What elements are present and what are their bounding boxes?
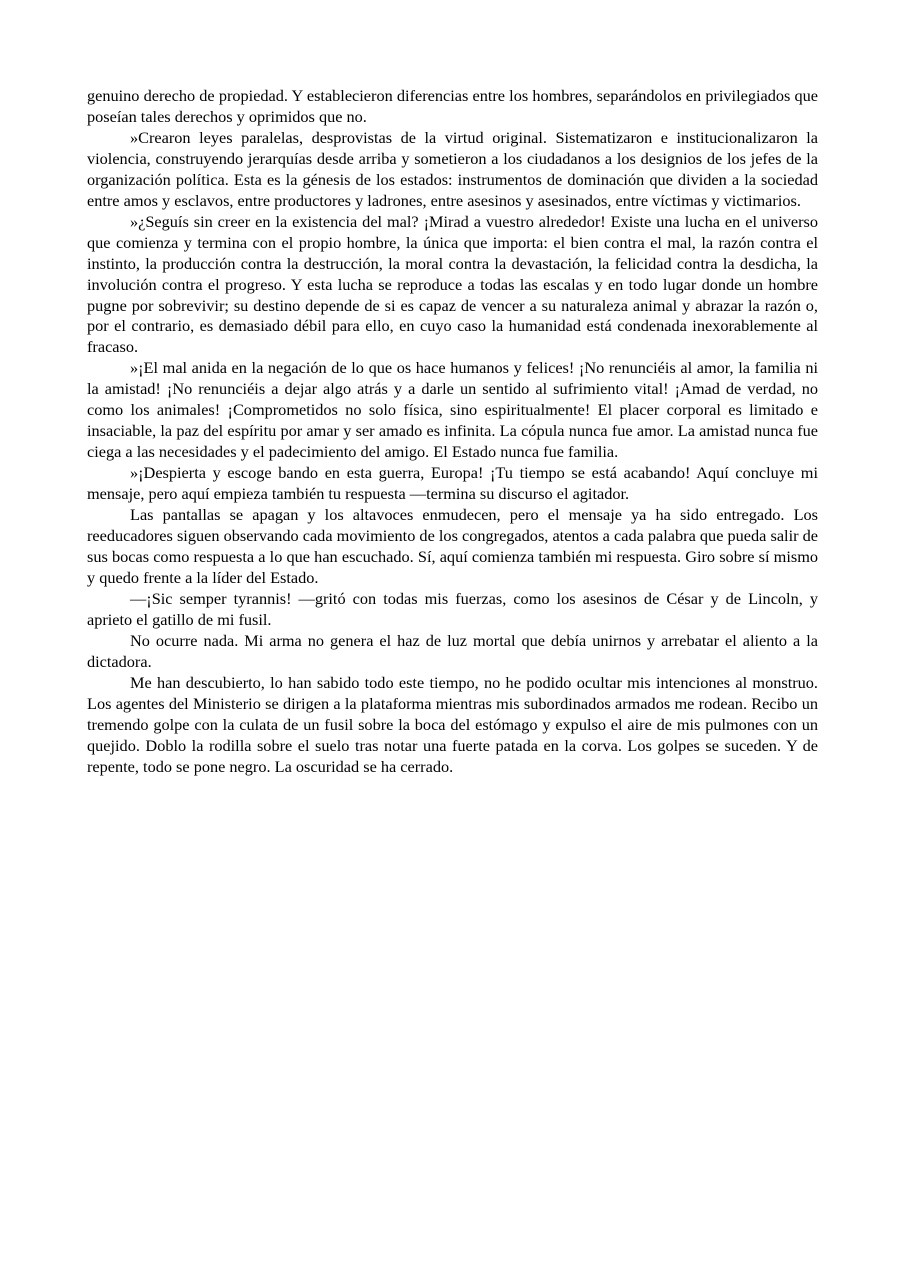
paragraph: »¡Despierta y escoge bando en esta guerra, Europa! ¡Tu tiempo se está acabando! Aquí concluye mi mensaje, pero aquí empieza también tu respuesta —termina su discurso el agitador.	[87, 463, 818, 504]
document-page	[87, 86, 818, 777]
paragraph: No ocurre nada. Mi arma no genera el haz de luz mortal que debía unirnos y arrebatar el aliento a la dictadora.	[87, 630, 818, 671]
paragraph: »Crearon leyes paralelas, desprovistas de la virtud original. Sistematizaron e institucionalizaron la violencia, construyendo jerarquías desde arriba y sometieron a los ciudadanos a los designios de los jefes de la organización política. Esta es la génesis de los estados: instrumentos de dominación que dividen a la sociedad entre amos y esclavos, entre productores y ladrones, entre asesinos y asesinados, entre víctimas y victimarios.	[87, 127, 818, 210]
paragraph: »¡El mal anida en la negación de lo que os hace humanos y felices! ¡No renunciéis al amor, la familia ni la amistad! ¡No renunciéis a dejar algo atrás y a darle un sentido al sufrimiento vital! ¡Amad de verdad, no como los animales! ¡Comprometidos no solo física, sino espiritualmente! El placer corporal es limitado e insaciable, la paz del espíritu por amar y ser amado es infinita. La cópula nunca fue amor. La amistad nunca fue ciega a las necesidades y el padecimiento del amigo. El Estado nunca fue familia.	[87, 358, 818, 462]
paragraph: Me han descubierto, lo han sabido todo este tiempo, no he podido ocultar mis intenciones al monstruo. Los agentes del Ministerio se dirigen a la plataforma mientras mis subordinados armados me rodean. Recibo un tremendo golpe con la culata de un fusil sobre la boca del estómago y expulso el aire de mis pulmones con un quejido. Doblo la rodilla sobre el suelo tras notar una fuerte patada en la corva. Los golpes se suceden. Y de repente, todo se pone negro. La oscuridad se ha cerrado.	[87, 672, 818, 776]
paragraph-continuation: genuino derecho de propiedad. Y establecieron diferencias entre los hombres, separándolos en privilegiados que poseían tales derechos y oprimidos que no.	[87, 86, 818, 126]
paragraph: Las pantallas se apagan y los altavoces enmudecen, pero el mensaje ya ha sido entregado. Los reeducadores siguen observando cada movimiento de los congregados, atentos a cada palabra que pueda salir de sus bocas como respuesta a lo que han escuchado. Sí, aquí comienza también mi respuesta. Giro sobre sí mismo y quedo frente a la líder del Estado.	[87, 505, 818, 587]
paragraph: —¡Sic semper tyrannis! —gritó con todas mis fuerzas, como los asesinos de César y de Lincoln, y aprieto el gatillo de mi fusil.	[87, 588, 818, 629]
paragraph: »¿Seguís sin creer en la existencia del mal? ¡Mirad a vuestro alrededor! Existe una lucha en el universo que comienza y termina con el propio hombre, la única que importa: el bien contra el mal, la razón contra el instinto, la producción contra la destrucción, la moral contra la devastación, la felicidad contra la desdicha, la involución contra el progreso. Y esta lucha se reproduce a todas las escalas y en todo lugar donde un hombre pugne por sobrevivir; su destino depende de si es capaz de vencer a su naturaleza animal y abrazar la razón o, por el contrario, es demasiado débil para ello, en cuyo caso la humanidad está condenada inexorablemente al fracaso.	[87, 211, 818, 357]
